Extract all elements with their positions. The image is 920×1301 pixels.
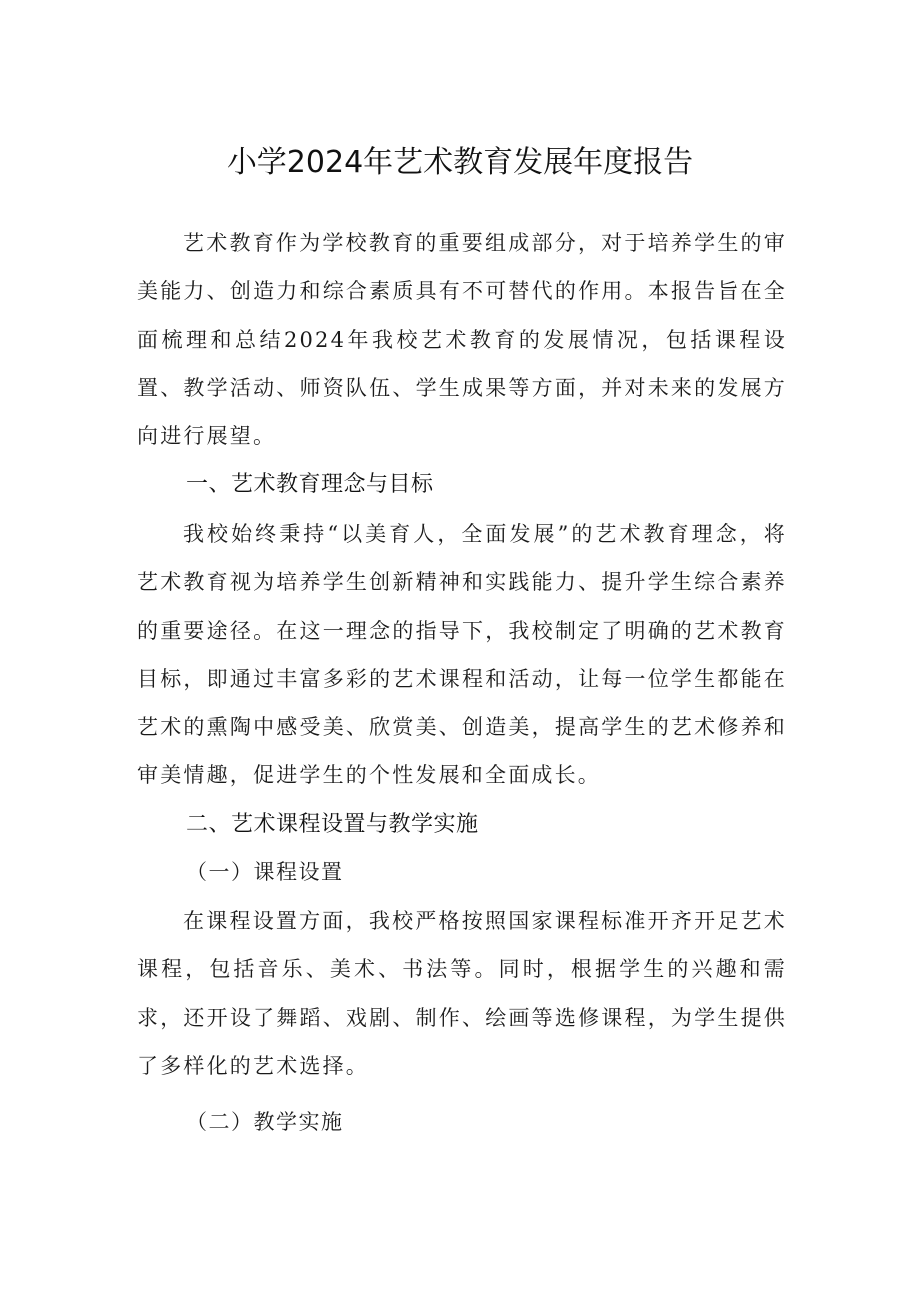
section-heading-curriculum: 二、艺术课程设置与教学实施 (186, 812, 479, 837)
philosophy-paragraph: 我校始终秉持“以美育人，全面发展”的艺术教育理念，将艺术教育视为培养学生创新精神和实践能力、提升学生综合素养的重要途径。在这一理念的指导下，我校制定了明确的艺术教育目标，即通过丰富多彩的艺术课程和活动，让每一位学生都能在艺术的熏陶中感受美、欣赏美、创造美，提高学生的艺术修养和审美情趣，促进学生的个性发展和全面成长。 (137, 522, 787, 788)
subsection-heading-teaching: （二）教学实施 (186, 1110, 344, 1134)
section-heading-philosophy: 一、艺术教育理念与目标 (186, 472, 434, 497)
document-title: 小学2024年艺术教育发展年度报告 (226, 145, 694, 180)
course-setup-paragraph: 在课程设置方面，我校严格按照国家课程标准开齐开足艺术课程，包括音乐、美术、书法等。同时，根据学生的兴趣和需求，还开设了舞蹈、戏剧、制作、绘画等选修课程，为学生提供了多样化的艺术选择。 (137, 909, 787, 1078)
subsection-heading-course-setup: （一）课程设置 (186, 860, 344, 884)
intro-paragraph: 艺术教育作为学校教育的重要组成部分，对于培养学生的审美能力、创造力和综合素质具有不可替代的作用。本报告旨在全面梳理和总结2024年我校艺术教育的发展情况，包括课程设置、教学活动、师资队伍、学生成果等方面，并对未来的发展方向进行展望。 (137, 231, 787, 449)
